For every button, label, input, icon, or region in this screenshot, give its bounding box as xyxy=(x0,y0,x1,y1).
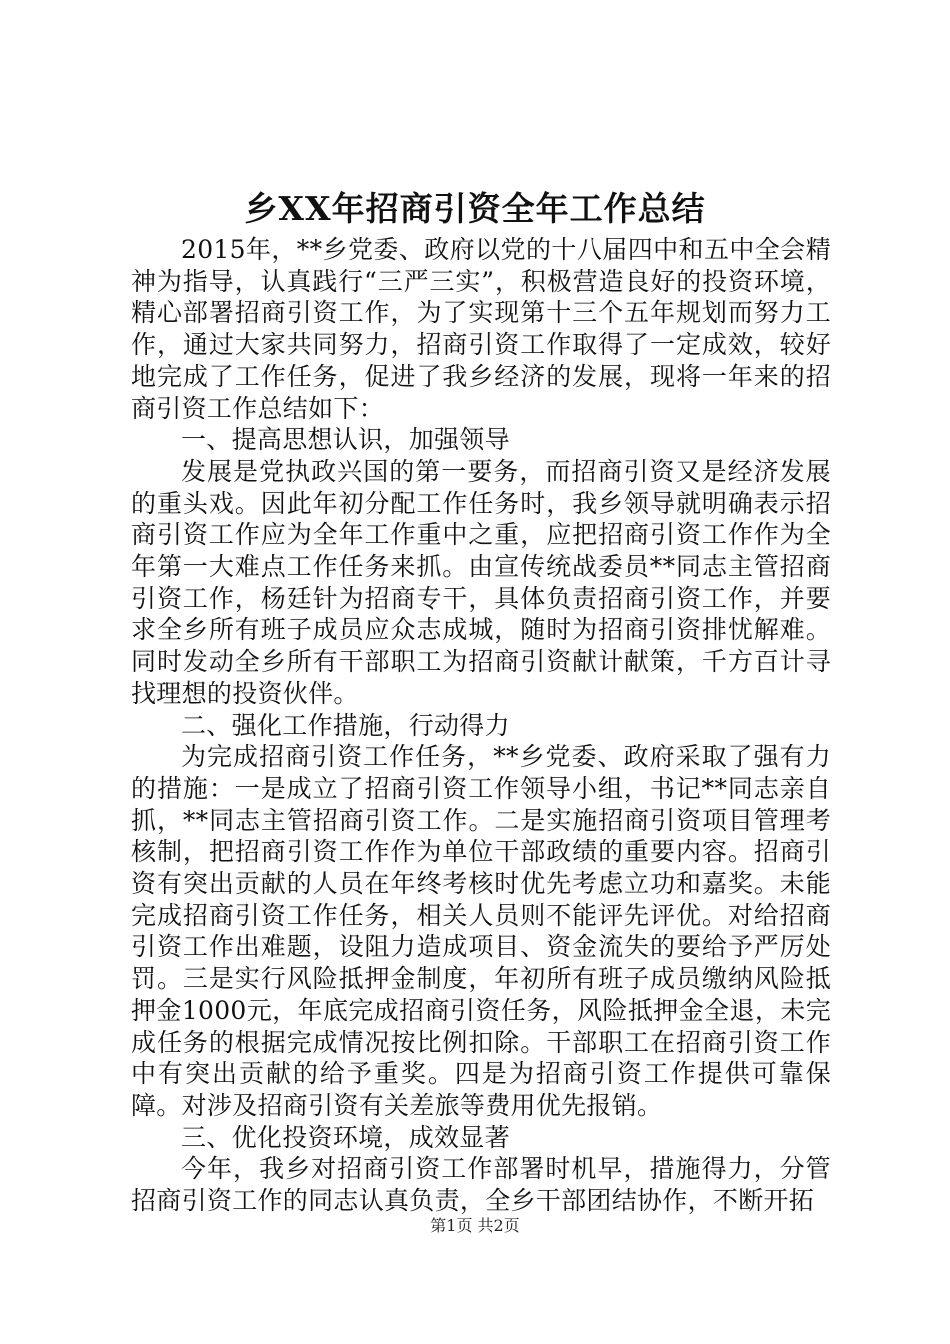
page-number-footer: 第1页 共2页 xyxy=(430,1216,520,1235)
document-body xyxy=(131,234,831,1217)
section-heading-2: 二、强化工作措施，行动得力 xyxy=(181,710,510,740)
section-heading-1: 一、提高思想认识，加强领导 xyxy=(181,425,510,455)
section-heading-3: 三、优化投资环境，成效显著 xyxy=(181,1122,510,1152)
document-title: 乡XX年招商引资全年工作总结 xyxy=(244,189,706,228)
paragraph-intro: 2015年，**乡党委、政府以党的十八届四中和五中全会精神为指导，认真践行“三严三实”，积极营造良好的投资环境，精心部署招商引资工作，为了实现第十三个五年规划而努力工作，通过大家共同努力，招商引资工作取得了一定成效，较好地完成了工作任务，促进了我乡经济的发展，现将一年来的招商引资工作总结如下： xyxy=(131,235,831,423)
paragraph-section-3: 今年，我乡对招商引资工作部署时机早，措施得力，分管招商引资工作的同志认真负责，全乡干部团结协作，不断开拓 xyxy=(131,1154,831,1216)
paragraph-section-1: 发展是党执政兴国的第一要务，而招商引资又是经济发展的重头戏。因此年初分配工作任务时，我乡领导就明确表示招商引资工作应为全年工作重中之重，应把招商引资工作作为全年第一大难点工作任务来抓。由宣传统战委员**同志主管招商引资工作，杨廷针为招商专干，具体负责招商引资工作，并要求全乡所有班子成员应众志成城，随时为招商引资排忧解难。同时发动全乡所有干部职工为招商引资献计献策，千方百计寻找理想的投资伙伴。 xyxy=(131,456,831,708)
paragraph-section-2: 为完成招商引资工作任务，**乡党委、政府采取了强有力的措施：一是成立了招商引资工作领导小组，书记**同志亲自抓，**同志主管招商引资工作。二是实施招商引资项目管理考核制，把招商引资工作作为单位干部政绩的重要内容。招商引资有突出贡献的人员在年终考核时优先考虑立功和嘉奖。未能完成招商引资工作任务，相关人员则不能评先评优。对给招商引资工作出难题，设阻力造成项目、资金流失的要给予严厉处罚。三是实行风险抵押金制度，年初所有班子成员缴纳风险抵押金1000元，年底完成招商引资任务，风险抵押金全退，未完成任务的根据完成情况按比例扣除。干部职工在招商引资工作中有突出贡献的给予重奖。四是为招商引资工作提供可靠保障。对涉及招商引资有关差旅等费用优先报销。 xyxy=(131,742,831,1120)
